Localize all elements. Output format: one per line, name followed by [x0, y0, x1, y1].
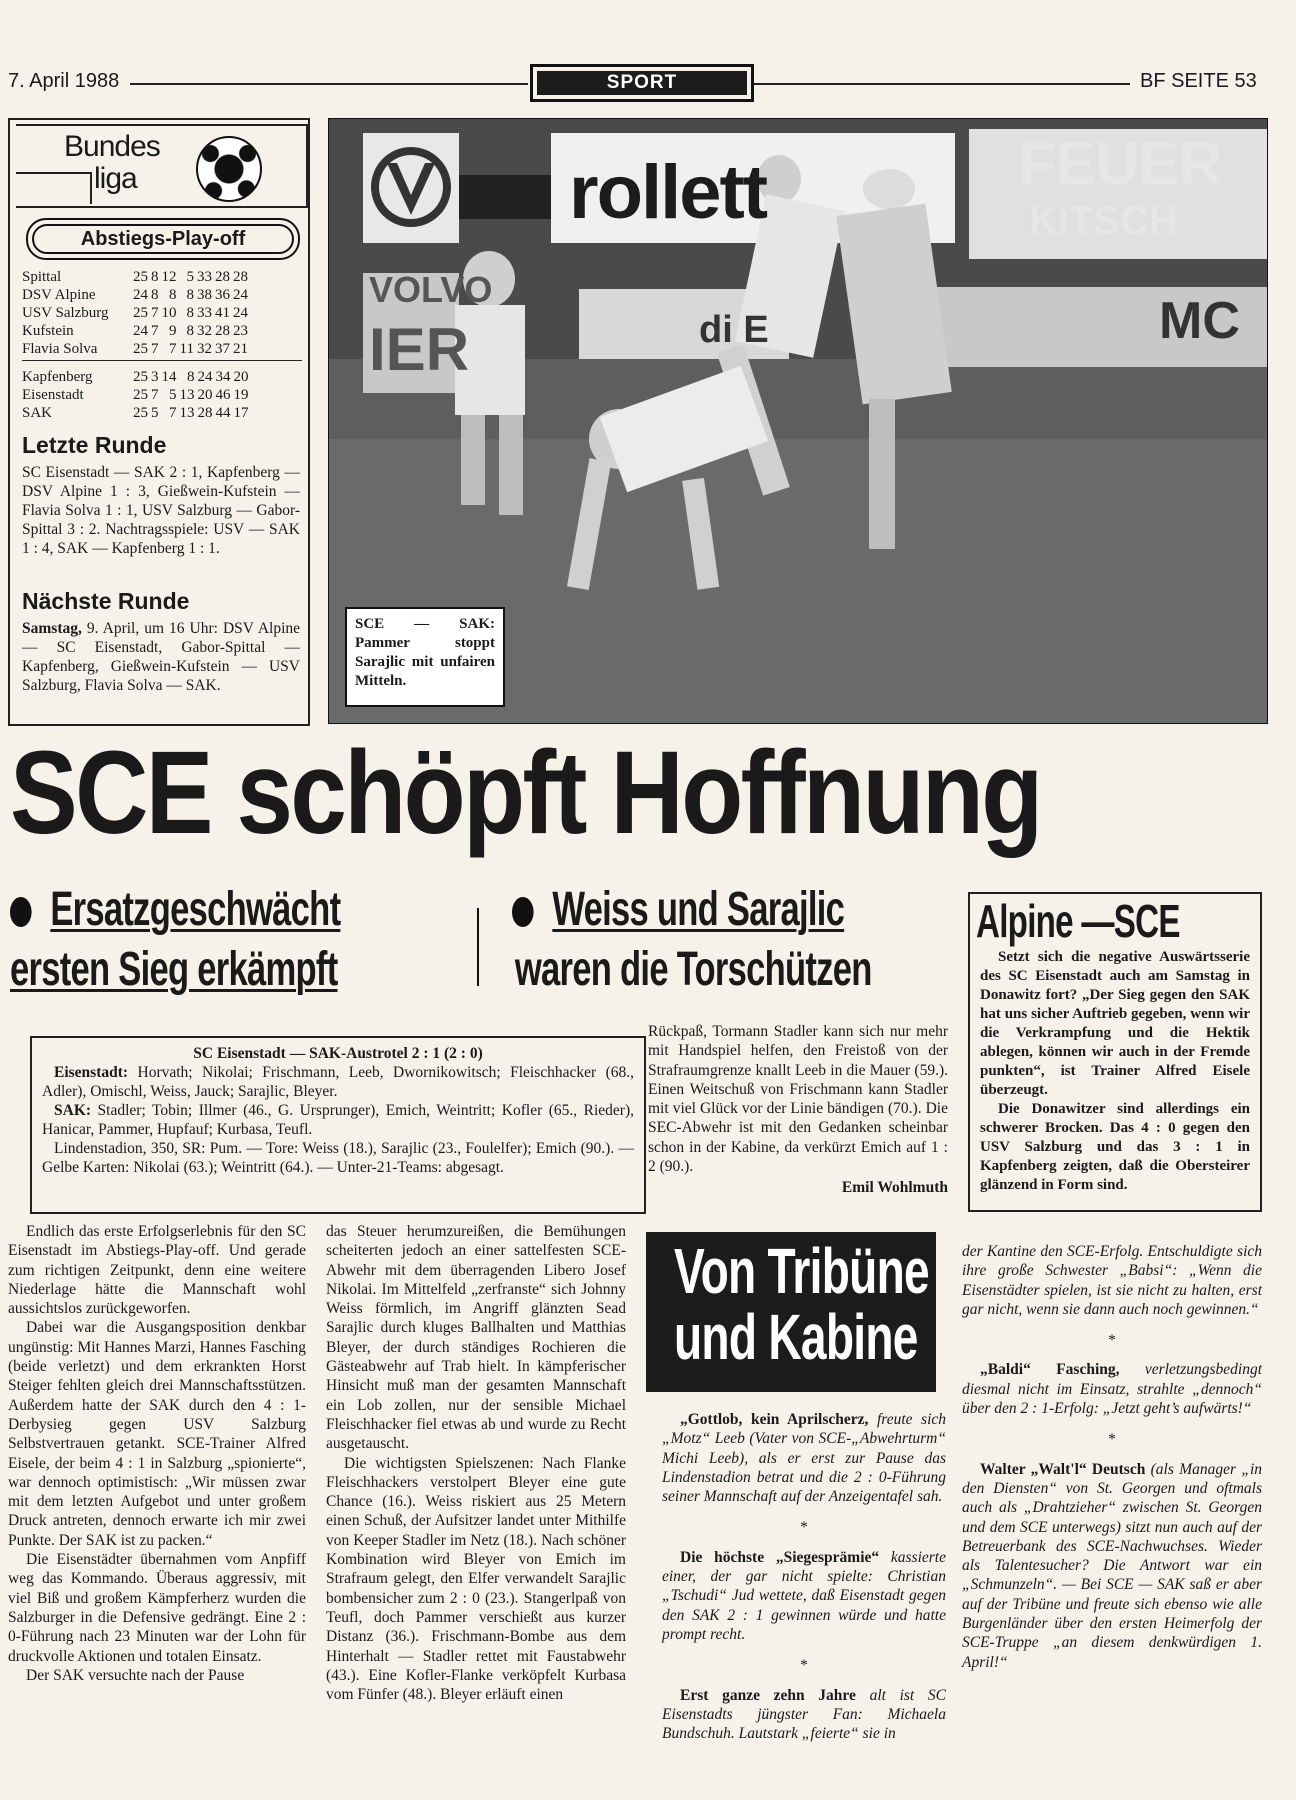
standings-row: [22, 286, 251, 304]
next-round-heading: Nächste Runde: [22, 588, 190, 614]
stat-cell: 25: [133, 305, 148, 321]
stat-cell: 5: [151, 405, 159, 421]
last-round-heading: Letzte Runde: [22, 432, 167, 458]
ad-board-text-7: di E: [699, 309, 769, 351]
tribune-col-right: [962, 1242, 1262, 1672]
stat-cell: 28: [232, 269, 248, 285]
lineup-eisenstadt-players: Horvath; Nikolai; Frischmann, Leeb, Dwornikowitsch; Fleischhacker (68., Adler), Omischl, Weiss, Jauck; Sarajlic, Bleyer.: [42, 1064, 634, 1100]
standings-row: [22, 322, 251, 340]
alpine-box-title: Alpine —SCE: [976, 895, 1180, 947]
standings-row: [22, 404, 252, 422]
stat-cell: 7: [169, 405, 177, 421]
tribune-item-2-text: kassierte einer, der gar nicht spielte: Christian „Tschudi“ Jud wettete, daß Eisenstadt gegen den SAK 2 : 1 gewinnen würde und hatte prompt recht.: [662, 1548, 946, 1643]
tribune-item-5-text: (als Manager „in den Diensten“ von St. Georgen und oftmals auch als „Drahtzieher“ zwischen St. Georgen und dem SCE unterwegs) sitzt nun auch auf der Betreuerbank des SCE-Nachwuchses. Wieder als Talentesucher? Die Antwort war ein „Schmunzeln“. — Bei SCE — SAK saß er aber auf der Tribüne und freute sich ebenso wie alle Burgenländer über den ersten Heimerfolg der SCE-Truppe „an diesem denkwürdigen 1. April!“: [962, 1460, 1263, 1671]
article-paragraph: Dabei war die Ausgangsposition denkbar ungünstig: Mit Hannes Marzi, Hannes Fasching (beide verletzt) und dem erkrankten Horst Steiger fehlten gleich drei Mannschaftsstützen. Außerdem hatte der SAK durch den 4 : 1-Derbysieg gegen USV Salzburg Selbstvertrauen getankt. SCE-Trainer Alfred Eisele, der beim 4 : 1 in Salzburg „spionierte“, war dennoch optimistisch: „Wir müssen zwar mit dem letzten Aufgebot und unter großem Druck antreten, dennoch erwarte ich mir zwei Punkte. Der SAK ist zu packen.“: [8, 1319, 306, 1549]
stat-cell: 7: [169, 341, 177, 357]
stat-cell: 23: [232, 323, 248, 339]
stat-cell: 32: [196, 341, 212, 357]
article-author: Emil Wohlmuth: [841, 1179, 948, 1197]
match-facts-box: [30, 1036, 646, 1214]
standings-table-lower: [22, 368, 252, 422]
header-rule-right: [750, 83, 1130, 85]
stat-cell: 13: [179, 387, 195, 403]
stat-cell: 28: [214, 269, 230, 285]
tribune-title-line1: Von Tribüne: [674, 1235, 929, 1307]
stat-cell: 37: [214, 341, 230, 357]
stat-cell: 20: [233, 369, 249, 385]
standings-row: [22, 386, 252, 404]
ad-board-text-6: MC: [1159, 292, 1240, 350]
stat-cell: 19: [233, 387, 249, 403]
stat-cell: 12: [161, 269, 177, 285]
team-name: USV Salzburg: [22, 305, 109, 321]
team-name: Kufstein: [22, 323, 74, 339]
alpine-box-text: [980, 948, 1250, 1195]
subhead-right-line1: Weiss und Sarajlic: [552, 883, 845, 936]
table-divider: [22, 360, 302, 361]
stat-cell: 13: [179, 405, 195, 421]
subhead-left-line2: ersten Sieg erkämpft: [10, 943, 338, 996]
article-col3: [648, 1022, 948, 1198]
ad-board-text-1: rollett: [569, 150, 767, 235]
lineup-eisenstadt-label: Eisenstadt:: [54, 1064, 129, 1081]
stat-cell: 25: [133, 369, 148, 385]
stat-cell: 8: [186, 323, 194, 339]
standings-row: [22, 268, 251, 286]
stat-cell: 9: [169, 323, 177, 339]
match-info: Lindenstadion, 350, SR: Pum. — Tore: Weiss (18.), Sarajlic (23., Foulelfer); Emich (90.). — Gelbe Karten: Nikolai (63.); Weintritt (64.). — Unter-21-Teams: abgesagt.: [42, 1140, 634, 1176]
page-number: BF SEITE 53: [1136, 70, 1261, 93]
team-name: DSV Alpine: [22, 287, 96, 303]
stat-cell: 28: [214, 323, 230, 339]
stat-cell: 24: [197, 369, 213, 385]
stat-cell: 5: [186, 269, 194, 285]
alpine-box-p2: Die Donawitzer sind allerdings ein schwerer Brocken. Das 4 : 0 gegen den USV Salzburg und das 3 : 1 in Kapfenberg zeigten, daß die Obersteirer glänzend in Form sind.: [980, 1101, 1250, 1193]
team-name: Kapfenberg: [22, 369, 93, 385]
stat-cell: 28: [197, 405, 213, 421]
standings-row: [22, 304, 251, 322]
stat-cell: 7: [151, 387, 159, 403]
tribune-item-1-text: freute sich „Motz“ Leeb (Vater von SCE-„Abwehrturm“ Michi Leeb), als er erst zur Pause das Lindenstadion betrat und die 2 : 0-Führung seiner Mannschaft auf der Anzeigentafel sah.: [662, 1411, 947, 1506]
stat-cell: 14: [161, 369, 177, 385]
tribune-col-left: [662, 1410, 946, 1743]
tribune-item-5: [962, 1460, 1262, 1672]
last-round-text: SC Eisenstadt — SAK 2 : 1, Kapfenberg — DSV Alpine 1 : 3, Gießwein-Kufstein — Flavia Solva 1 : 1, USV Salzburg — Gabor-Spittal 3 : 2. Nachtragsspiele: USV — SAK 1 : 4, SAK — Kapfenberg 1 : 1.: [22, 464, 300, 557]
logo-text-liga: liga: [94, 162, 137, 195]
stat-cell: 21: [232, 341, 248, 357]
stat-cell: 24: [133, 323, 148, 339]
tribune-item-3-text: alt ist SC Eisenstadts jüngster Fan: Michaela Bundschuh. Lautstark „feierte“ sie in: [662, 1686, 946, 1743]
issue-date: 7. April 1988: [4, 70, 123, 93]
lineup-sak: [32, 1101, 644, 1139]
stat-cell: 33: [196, 269, 212, 285]
stat-cell: 25: [133, 387, 148, 403]
stat-cell: 8: [187, 369, 195, 385]
match-photo: [328, 118, 1268, 724]
article-paragraph: Der SAK versuchte nach der Pause: [26, 1666, 245, 1684]
header-rule-left: [130, 83, 528, 85]
soccer-ball-icon: [196, 136, 262, 202]
stat-cell: 24: [133, 287, 148, 303]
standings-table-upper: [22, 268, 251, 358]
bullet-icon: [512, 897, 534, 927]
bundesliga-logo: [16, 124, 308, 208]
stat-cell: 25: [133, 269, 148, 285]
article-paragraph: Endlich das erste Erfolgserlebnis für den SC Eisenstadt im Abstiegs-Play-off. Und gerade zum richtigen Zeitpunkt, denn eine weitere Niederlage hätte die Mannschaft wohl aussichtslos zurückgeworfen.: [8, 1223, 306, 1318]
subhead-right-line2: waren die Torschützen: [514, 943, 872, 996]
next-round-body: 9. April, um 16 Uhr: DSV Alpine — SC Eisenstadt, Gabor-Spittal — Kapfenberg, Gießwein-Kufstein — USV Salzburg, Flavia Solva — SAK.: [22, 620, 300, 694]
tribune-title: [674, 1235, 929, 1373]
tribune-item-5-lead: Walter „Walt'l“ Deutsch: [980, 1460, 1146, 1478]
stat-cell: 34: [215, 369, 231, 385]
stat-cell: 38: [196, 287, 212, 303]
stat-cell: 8: [151, 287, 159, 303]
team-name: Flavia Solva: [22, 341, 98, 357]
stat-cell: 10: [161, 305, 177, 321]
team-name: SAK: [22, 405, 53, 421]
section-label: SPORT: [530, 64, 754, 102]
tribune-item-4-text: verletzungsbedingt diesmal nicht im Einsatz, strahlte „dennoch“ über den 2 : 1-Erfolg: „Jetzt geht’s aufwärts!“: [962, 1361, 1262, 1418]
ad-board-text-2: FEUER: [1019, 130, 1223, 197]
ad-board-text-3: KITSCH: [1029, 199, 1178, 243]
stat-cell: 33: [196, 305, 212, 321]
match-title: SC Eisenstadt — SAK-Austrotel 2 : 1 (2 : 0): [193, 1045, 483, 1062]
lineup-sak-players: Stadler; Tobin; Illmer (46., G. Ursprunger), Emich, Weintritt; Kofler (65., Rieder), Hanicar, Pammer, Hupfauf; Kurbasa, Teufl.: [42, 1102, 634, 1138]
lineup-eisenstadt: [32, 1063, 644, 1101]
bullet-icon: [10, 897, 32, 927]
stat-cell: 44: [215, 405, 231, 421]
lineup-sak-label: SAK:: [54, 1102, 92, 1119]
tribune-item-2: [662, 1548, 946, 1644]
tribune-item-3: [662, 1686, 946, 1744]
next-round-text: [22, 619, 300, 695]
stat-cell: 20: [197, 387, 213, 403]
stat-cell: 8: [186, 305, 194, 321]
team-name: Spittal: [22, 269, 62, 285]
separator-star: *: [1108, 1431, 1116, 1449]
stat-cell: 24: [232, 305, 248, 321]
subhead-left: [10, 880, 340, 1000]
tribune-item-2-lead: Die höchste „Siegesprämie“: [680, 1548, 880, 1566]
tribune-title-line2: und Kabine: [674, 1301, 918, 1373]
tribune-title-box: [646, 1232, 936, 1392]
subhead-right: [512, 880, 872, 1000]
stat-cell: 7: [151, 341, 159, 357]
ad-board-text-4: VOLVO: [369, 269, 493, 310]
stat-cell: 24: [232, 287, 248, 303]
alpine-box-p1: Setzt sich die negative Auswärtsserie des SC Eisenstadt auch am Samstag in Donawitz fort? „Der Sieg gegen den SAK hat uns sicher Auftrieb gegeben, wenn wir die Verkrampfung und die Hektik ablegen, können wir auch in der Fremde punkten“, ist Trainer Alfred Eisele überzeugt.: [980, 949, 1250, 1098]
stat-cell: 11: [179, 341, 194, 357]
article-col2: [326, 1222, 626, 1704]
stat-cell: 7: [151, 323, 159, 339]
article-col3-text: Rückpaß, Tormann Stadler kann sich nur mehr mit Handspiel helfen, den Freistoß von der Strafraumgrenze knallt Leeb in die Mauer (59.). Einen Weitschuß von Frischmann kann Stadler mit viel Glück vor der Linie bändigen (70.). Die SEC-Abwehr ist mit den Gedanken scheinbar schon in der Kabine, da verkürzt Emich auf 1 : 2 (90.).: [648, 1023, 948, 1176]
alpine-preview-box: [968, 892, 1262, 1212]
tribune-item-3-continued: der Kantine den SCE-Erfolg. Entschuldigte sich ihre große Schwester „Babsi“: „Wenn die Eisenstädter spielen, ist sie nicht zu halten, erst gar nicht, wenn sie dann auch noch gewinnen.“: [962, 1243, 1262, 1318]
photo-caption: SCE — SAK: Pammer stoppt Sarajlic mit unfairen Mitteln.: [345, 607, 505, 707]
stat-cell: 46: [215, 387, 231, 403]
stat-cell: 41: [214, 305, 230, 321]
separator-star: *: [1108, 1332, 1116, 1350]
article-paragraph: das Steuer herumzureißen, die Bemühungen scheiterten jedoch an einer sattelfesten SCE-Abwehr mit dem überragenden Libero Josef Nikolai. Im Mittelfeld „zerfranste“ sich Johnny Weiss förmlich, im Angriff glänzten Sead Sarajlic durch kluges Ballhalten und Matthias Bleyer, der durch ständiges Rochieren die Gästeabwehr auf Trab hielt. In kämpferischer Hinsicht muß man der gesamten Mannschaft ein Lob zollen, nur der sensible Michael Fleischhacker fiel etwas ab und wurde zu Recht ausgetauscht.: [326, 1223, 626, 1453]
standings-box: [8, 118, 310, 726]
stat-cell: 25: [133, 341, 148, 357]
stat-cell: 17: [233, 405, 249, 421]
subhead-left-line1: Ersatzgeschwächt: [50, 883, 341, 936]
article-paragraph: Die Eisenstädter übernahmen vom Anpfiff weg das Kommando. Überaus aggressiv, mit viel Biß und großem Kämpferherz wurden die Salzburger in die Defensive gedrängt. Eine 2 : 0-Führung nach 23 Minuten war der Lohn für druckvolle Aktionen und totalen Einsatz.: [8, 1551, 306, 1665]
article-paragraph: Die wichtigsten Spielszenen: Nach Flanke Fleischhackers verstolpert Bleyer eine gute Chance (16.). Weiss riskiert aus 25 Metern einen Schuß, der Aufsitzer landet unter Mithilfe von Keeper Stadler im Netz (18.). Nach schöner Kombination wird Bleyer von Emich im Strafraum gelegt, den Elfer verwandelt Sarajlic bombensicher zum 2 : 0 (23.). Stangerlpaß von Teufl, doch Pammer verschießt aus kurzer Distanz (36.). Frischmann-Bombe aus dem Hinterhalt — Stadler rettet mit Faustabwehr (43.). Eine Kofler-Flanke verköpfelt Kurbasa vom Fünfer (48.). Bleyer erläuft einen: [326, 1454, 626, 1704]
tribune-item-4: [962, 1360, 1262, 1418]
tribune-item-3-lead: Erst ganze zehn Jahre: [680, 1686, 856, 1704]
headline: SCE schöpft Hoffnung: [10, 727, 1041, 859]
article-col1: [8, 1222, 306, 1685]
tribune-item-1: [662, 1410, 946, 1506]
tribune-item-4-lead: „Baldi“ Fasching,: [980, 1361, 1120, 1379]
logo-text-bundes: Bundes: [64, 130, 160, 163]
tribune-item-1-lead: „Gottlob, kein Aprilscherz,: [680, 1411, 869, 1428]
playoff-label: Abstiegs-Play-off: [26, 218, 300, 260]
stat-cell: 36: [214, 287, 230, 303]
logo-bracket: [16, 172, 92, 204]
ad-board-text-5: IER: [369, 316, 470, 383]
separator-star: *: [800, 1519, 808, 1537]
stat-cell: 5: [169, 387, 177, 403]
stat-cell: 3: [151, 369, 159, 385]
stat-cell: 25: [133, 405, 148, 421]
next-round-lead: Samstag,: [22, 620, 82, 637]
stat-cell: 8: [186, 287, 194, 303]
standings-row: [22, 340, 251, 358]
stat-cell: 8: [169, 287, 177, 303]
stat-cell: 32: [196, 323, 212, 339]
team-name: Eisenstadt: [22, 387, 84, 403]
stat-cell: 8: [151, 269, 159, 285]
separator-star: *: [800, 1657, 808, 1675]
stat-cell: 7: [151, 305, 159, 321]
standings-row: [22, 368, 252, 386]
subhead-divider: [477, 908, 479, 986]
